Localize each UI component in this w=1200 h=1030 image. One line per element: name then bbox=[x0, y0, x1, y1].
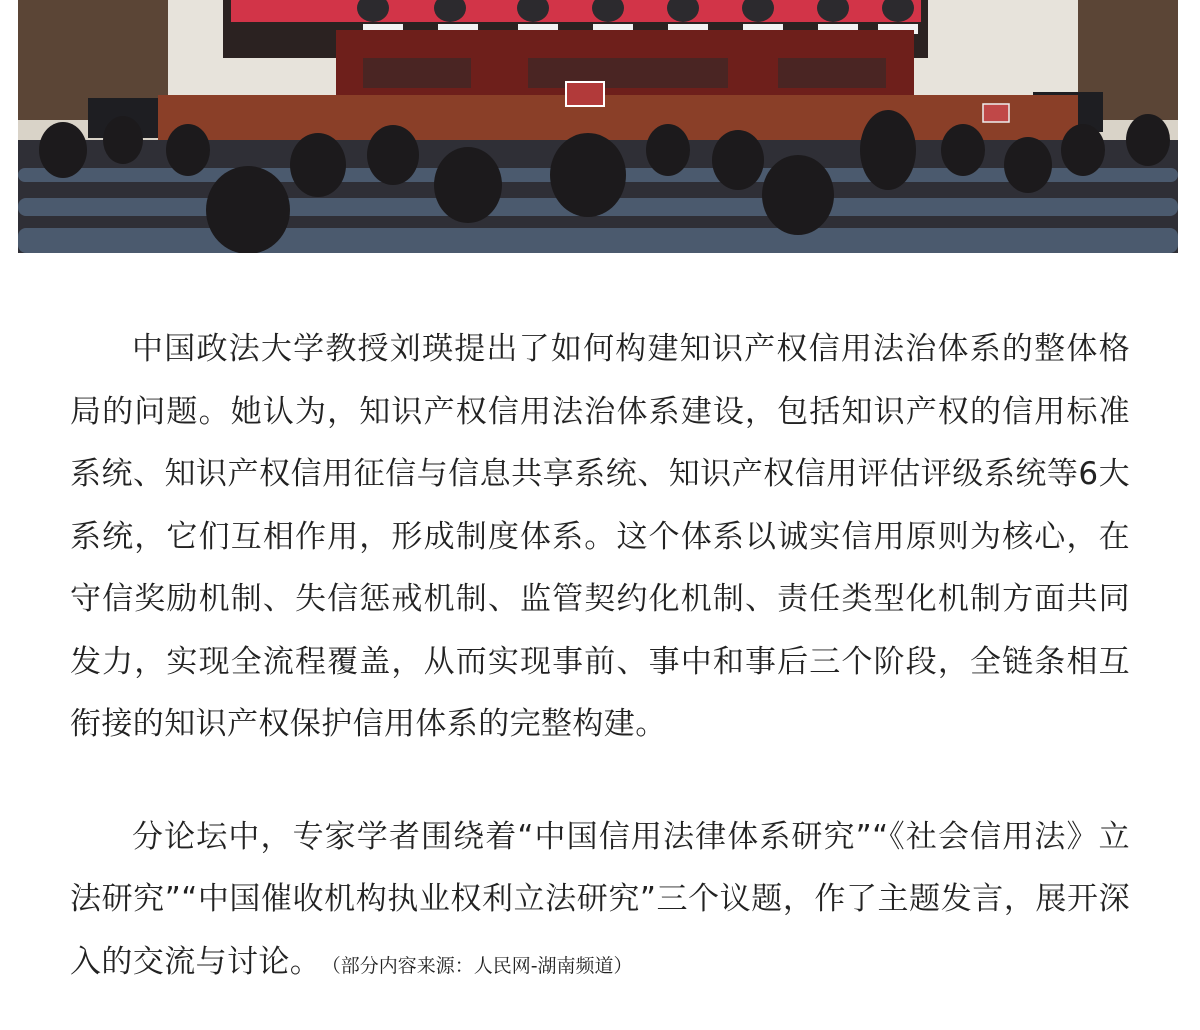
article-paragraph bbox=[70, 318, 1130, 756]
article-body bbox=[70, 318, 1130, 997]
conference-photo bbox=[18, 0, 1178, 253]
source-note: （部分内容来源：人民网-湖南频道） bbox=[331, 954, 633, 977]
paragraph-text: 中国政法大学教授刘瑛提出了如何构建知识产权信用法治体系的整体格局的问题。她认为，知识产权信用法治体系建设，包括知识产权的信用标准系统、知识产权信用征信与信息共享系统、知识产权信用评估评级系统等6大系统，它们互相作用，形成制度体系。这个体系以诚实信用原则为核心，在守信奖励机制、失信惩戒机制、监管契约化机制、责任类型化机制方面共同发力，实现全流程覆盖，从而实现事前、事中和事后三个阶段，全链条相互衔接的知识产权保护信用体系的完整构建。 bbox=[70, 331, 1130, 742]
paragraph-text: 分论坛中，专家学者围绕着“中国信用法律体系研究”“《社会信用法》立法研究”“中国催收机构执业权利立法研究”三个议题，作了主题发言，展开深入的交流与讨论。 bbox=[70, 818, 1130, 980]
article-paragraph bbox=[70, 806, 1130, 998]
